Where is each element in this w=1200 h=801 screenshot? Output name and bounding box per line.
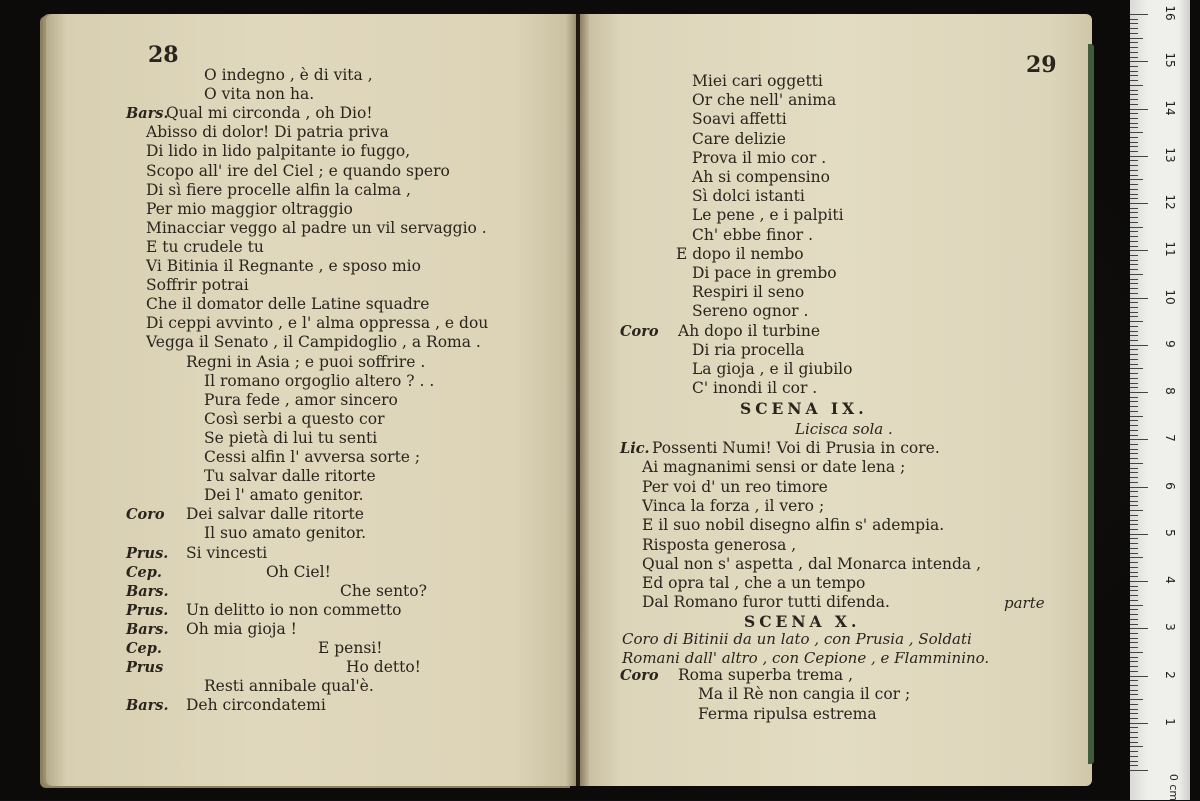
ruler-tick [1130, 345, 1148, 346]
ruler-tick [1130, 387, 1138, 388]
verse-line: Qual non s' aspetta , dal Monarca intenda , [642, 554, 982, 573]
ruler-tick [1130, 113, 1138, 114]
page-number-right: 29 [1026, 52, 1057, 78]
verse-line: Ed opra tal , che a un tempo [642, 574, 866, 593]
verse-line: Così serbi a questo cor [204, 409, 385, 428]
verse-line: Si vincesti [186, 543, 268, 562]
ruler-tick [1130, 666, 1138, 667]
ruler-tick [1130, 255, 1138, 256]
ruler-tick [1130, 269, 1138, 270]
ruler-tick [1130, 595, 1138, 596]
verse-line: Roma superba trema , [678, 666, 854, 684]
verse-line: Di ceppi avvinto , e l' alma oppressa , e dou [146, 314, 489, 333]
verse-line: Oh mia gioja ! [186, 619, 297, 638]
ruler-number: 6 [1163, 481, 1177, 490]
verse-line: Care delizie [692, 129, 786, 148]
ruler-tick [1130, 246, 1138, 247]
verse-line: Vi Bitinia il Regnante , e sposo mio [146, 257, 421, 275]
ruler-tick [1130, 420, 1138, 421]
ruler-tick [1130, 298, 1148, 299]
ruler-tick [1130, 458, 1138, 459]
ruler-tick [1130, 727, 1138, 728]
ruler-tick [1130, 614, 1138, 615]
verse-line: Di lido in lido palpitante io fuggo, [146, 142, 411, 161]
ruler-tick [1130, 123, 1138, 124]
ruler-tick [1130, 71, 1138, 72]
speaker-label: Lic. [620, 440, 650, 457]
right-page [580, 14, 1092, 786]
ruler-tick [1130, 307, 1138, 308]
ruler-tick [1130, 590, 1138, 591]
ruler-tick [1130, 368, 1143, 369]
ruler-number: 8 [1163, 387, 1177, 395]
ruler-tick [1130, 477, 1138, 478]
speaker-label: Coro [126, 506, 165, 524]
ruler-tick [1130, 468, 1138, 469]
ruler-tick [1130, 652, 1143, 653]
ruler-tick [1130, 699, 1143, 700]
ruler-tick [1130, 690, 1138, 691]
ruler-tick [1130, 61, 1148, 62]
ruler-tick [1130, 401, 1138, 402]
page-number-left: 28 [148, 42, 179, 68]
verse-line: Soffrir potrai [146, 276, 249, 295]
ruler-tick [1130, 349, 1138, 350]
ruler-tick [1130, 331, 1138, 332]
ruler-tick [1130, 557, 1143, 558]
verse-line: Per voi d' un reo timore [642, 477, 828, 496]
verse-line: Ho detto! [346, 658, 421, 677]
scene-x-heading: SCENA X. [744, 612, 861, 631]
ruler-tick [1130, 85, 1143, 86]
verse-line: Regni in Asia ; e puoi soffrire . [186, 352, 426, 371]
verse-line: Possenti Numi! Voi di Prusia in core. [652, 439, 940, 457]
verse-line: Ah si compensino [692, 168, 830, 186]
ruler-tick [1130, 723, 1148, 724]
ruler-tick [1130, 66, 1138, 67]
ruler-tick [1130, 756, 1138, 757]
verse-line: E pensi! [318, 639, 383, 657]
verse-line: Miei cari oggetti [692, 72, 823, 90]
verse-line: Minacciar veggo al padre un vil servaggio . [146, 218, 487, 237]
verse-line: Soavi affetti [692, 110, 787, 129]
ruler-tick [1130, 661, 1138, 662]
verse-line: Ch' ebbe finor . [692, 225, 814, 244]
scene-x-rubric-line-1: Coro di Bitinii da un lato , con Prusia , Soldati [622, 630, 972, 648]
ruler-tick [1130, 538, 1138, 539]
ruler-tick [1130, 383, 1138, 384]
ruler-tick [1130, 680, 1138, 681]
ruler-tick [1130, 184, 1138, 185]
speaker-label: Cep. [126, 563, 162, 581]
verse-line: Cessi alfin l' avversa sorte ; [204, 448, 421, 466]
verse-line: O vita non ha. [204, 85, 315, 104]
ruler-tick [1130, 515, 1138, 516]
ruler-tick [1130, 746, 1143, 747]
scene-ix-rubric: Licisca sola . [795, 420, 893, 438]
ruler-tick [1130, 657, 1138, 658]
verse-line: Di ria procella [692, 340, 805, 359]
ruler-tick [1130, 453, 1138, 454]
ruler-tick [1130, 104, 1138, 105]
ruler-number: 9 [1163, 339, 1177, 348]
ruler-tick [1130, 732, 1138, 733]
ruler-tick [1130, 449, 1138, 450]
ruler-tick [1130, 676, 1148, 677]
ruler-tick [1130, 770, 1148, 771]
verse-line: O indegno , è di vita , [204, 66, 373, 84]
ruler-tick [1130, 463, 1143, 464]
ruler-tick [1130, 548, 1138, 549]
verse-line: Abisso di dolor! Di patria priva [146, 123, 389, 142]
speaker-label: Bars. [126, 620, 169, 638]
ruler-tick [1130, 364, 1138, 365]
verse-line: Di pace in grembo [692, 264, 837, 282]
ruler-tick [1130, 581, 1148, 582]
speaker-label: Coro [620, 322, 659, 340]
ruler-unit-label: 0 cm [1167, 773, 1181, 801]
ruler-tick [1130, 90, 1138, 91]
ruler-tick [1130, 326, 1138, 327]
scene-ix-heading: SCENA IX. [740, 399, 868, 418]
ruler-tick [1130, 288, 1138, 289]
ruler-tick [1130, 496, 1138, 497]
speaker-label: Prus. [126, 601, 169, 619]
verse-line: La gioja , e il giubilo [692, 360, 853, 378]
speaker-label: Bars. [126, 582, 169, 600]
ruler-tick [1130, 642, 1138, 643]
ruler-tick [1130, 227, 1143, 228]
ruler-tick [1130, 175, 1138, 176]
ruler-tick [1130, 751, 1138, 752]
ruler-number: 10 [1163, 288, 1177, 305]
ruler-tick [1130, 619, 1138, 620]
ruler-tick [1130, 274, 1143, 275]
ruler-tick [1130, 553, 1138, 554]
verse-line: Scopo all' ire del Ciel ; e quando spero [146, 161, 450, 180]
ruler-tick [1130, 212, 1138, 213]
ruler-tick [1130, 397, 1138, 398]
verse-line: Di sì fiere procelle alfin la calma , [146, 180, 411, 199]
ruler-tick [1130, 118, 1138, 119]
verse-line: Il suo amato genitor. [204, 524, 367, 543]
ruler-tick [1130, 439, 1148, 440]
speaker-label: Bars. [126, 105, 169, 123]
ruler-number: 16 [1163, 5, 1177, 21]
ruler-tick [1130, 359, 1138, 360]
ruler-tick [1130, 38, 1143, 39]
verse-line: Le pene , e i palpiti [692, 206, 844, 225]
ruler-tick [1130, 482, 1138, 483]
ruler-number: 4 [1163, 576, 1177, 584]
ruler-tick [1130, 411, 1138, 412]
ruler-tick [1130, 52, 1138, 53]
verse-line: Che sento? [340, 581, 427, 600]
ruler-tick [1130, 236, 1138, 237]
ruler-tick [1130, 231, 1138, 232]
ruler-tick [1130, 572, 1138, 573]
ruler-tick [1130, 165, 1138, 166]
ruler-tick [1130, 586, 1138, 587]
verse-line: Vinca la forza , il vero ; [642, 496, 825, 515]
ruler-tick [1130, 435, 1138, 436]
ruler-tick [1130, 75, 1138, 76]
verse-line: E tu crudele tu [146, 237, 264, 256]
speaker-label: Coro [620, 667, 659, 684]
ruler-tick [1130, 543, 1138, 544]
ruler-number: 3 [1163, 623, 1177, 632]
verse-line: Ma il Rè non cangia il cor ; [698, 685, 911, 704]
verse-line: Vegga il Senato , il Campidoglio , a Roma . [146, 333, 481, 352]
ruler-tick [1130, 562, 1138, 563]
ruler-tick [1130, 524, 1138, 525]
ruler-number: 7 [1163, 434, 1177, 443]
ruler-tick [1130, 146, 1138, 147]
verse-line: Il romano orgoglio altero ? . . [204, 371, 435, 390]
ruler-tick [1130, 208, 1138, 209]
ruler-tick [1130, 761, 1138, 762]
ruler-tick [1130, 250, 1148, 251]
ruler-tick [1130, 160, 1138, 161]
ruler-tick [1130, 416, 1143, 417]
speaker-label: Prus [126, 659, 164, 677]
ruler-tick [1130, 709, 1138, 710]
ruler-tick [1130, 14, 1148, 15]
verse-line: Un delitto io non commetto [186, 600, 402, 619]
ruler-tick [1130, 203, 1148, 204]
left-page [46, 14, 576, 786]
ruler-tick [1130, 283, 1138, 284]
ruler-tick [1130, 109, 1148, 110]
verse-line: Tu salvar dalle ritorte [204, 467, 376, 486]
speaker-label: Cep. [126, 640, 162, 657]
ruler-tick [1130, 132, 1143, 133]
ruler-tick [1130, 487, 1148, 488]
ruler-number: 2 [1163, 670, 1177, 679]
speaker-label: Prus. [126, 544, 169, 562]
ruler-tick [1130, 520, 1138, 521]
ruler-tick [1130, 430, 1138, 431]
verse-line: Ferma ripulsa estrema [698, 704, 877, 723]
ruler-tick [1130, 605, 1143, 606]
ruler-tick [1130, 47, 1138, 48]
verse-line: Ai magnanimi sensi or date lena ; [642, 458, 906, 477]
ruler-tick [1130, 638, 1138, 639]
ruler-tick [1130, 647, 1138, 648]
ruler-tick [1130, 392, 1148, 393]
verse-line: Risposta generosa , [642, 535, 797, 554]
ruler-tick [1130, 628, 1148, 629]
ruler-tick [1130, 406, 1138, 407]
ruler-tick [1130, 713, 1138, 714]
ruler-tick [1130, 378, 1138, 379]
ruler-tick [1130, 222, 1138, 223]
verse-line: Or che nell' anima [692, 91, 837, 110]
verse-line: E dopo il nembo [676, 244, 804, 263]
verse-line: Dal Romano furor tutti difenda. [642, 593, 890, 612]
ruler-tick [1130, 170, 1138, 171]
ruler-tick [1130, 501, 1138, 502]
ruler-tick [1130, 33, 1138, 34]
ruler-tick [1130, 316, 1138, 317]
verse-line: Dei l' amato genitor. [204, 486, 364, 505]
verse-line: Sereno ognor . [692, 302, 809, 321]
ruler-tick [1130, 312, 1138, 313]
ruler-tick [1130, 19, 1138, 20]
ruler-tick [1130, 609, 1138, 610]
ruler-tick [1130, 179, 1143, 180]
verse-line: E il suo nobil disegno alfin s' adempia. [642, 516, 945, 535]
ruler-tick [1130, 567, 1138, 568]
ruler-tick [1130, 156, 1148, 157]
ruler-tick [1130, 633, 1138, 634]
verse-line: Per mio maggior oltraggio [146, 199, 353, 218]
ruler-tick [1130, 335, 1138, 336]
ruler-tick [1130, 737, 1138, 738]
verse-line: Respiri il seno [692, 283, 805, 302]
ruler-tick [1130, 264, 1138, 265]
ruler-tick [1130, 194, 1138, 195]
ruler-number: 12 [1163, 194, 1177, 210]
ruler-number: 1 [1163, 717, 1177, 726]
ruler-tick [1130, 600, 1138, 601]
verse-line: Che il domator delle Latine squadre [146, 295, 430, 314]
ruler-tick [1130, 373, 1138, 374]
ruler-tick [1130, 472, 1138, 473]
ruler-tick [1130, 23, 1138, 24]
verse-line: Oh Ciel! [266, 562, 331, 581]
ruler-tick [1130, 293, 1138, 294]
verse-line: Pura fede , amor sincero [204, 390, 398, 409]
ruler-tick [1130, 671, 1138, 672]
ruler-tick [1130, 302, 1138, 303]
measurement-ruler [1130, 0, 1190, 800]
ruler-tick [1130, 137, 1138, 138]
verse-line: Dei salvar dalle ritorte [186, 505, 364, 524]
cover-edge [1088, 44, 1094, 764]
ruler-tick [1130, 510, 1143, 511]
ruler-tick [1130, 94, 1138, 95]
scene-x-rubric-line-2: Romani dall' altro , con Cepione , e Flamminino. [622, 649, 990, 667]
ruler-tick [1130, 151, 1138, 152]
verse-line: Deh circondatemi [186, 696, 326, 715]
verse-line: Prova il mio cor . [692, 148, 827, 167]
ruler-tick [1130, 28, 1138, 29]
ruler-tick [1130, 279, 1138, 280]
verse-line: Se pietà di lui tu senti [204, 428, 378, 447]
ruler-number: 15 [1163, 52, 1177, 68]
ruler-tick [1130, 694, 1138, 695]
ruler-tick [1130, 340, 1138, 341]
ruler-tick [1130, 354, 1138, 355]
ruler-tick [1130, 534, 1148, 535]
ruler-tick [1130, 444, 1138, 445]
verse-line: Ah dopo il turbine [678, 321, 821, 340]
ruler-tick [1130, 241, 1138, 242]
ruler-tick [1130, 42, 1138, 43]
ruler-tick [1130, 260, 1138, 261]
ruler-tick [1130, 142, 1138, 143]
verse-line: Resti annibale qual'è. [204, 677, 374, 696]
ruler-tick [1130, 742, 1138, 743]
exit-note: parte [1004, 594, 1045, 612]
ruler-number: 13 [1163, 147, 1177, 163]
open-book [46, 14, 1092, 786]
ruler-tick [1130, 624, 1138, 625]
ruler-tick [1130, 491, 1138, 492]
book-gutter [566, 14, 590, 786]
verse-line: Sì dolci istanti [692, 187, 805, 206]
ruler-tick [1130, 704, 1138, 705]
ruler-tick [1130, 189, 1138, 190]
speaker-label: Bars. [126, 697, 169, 715]
verse-line: C' inondi il cor . [692, 379, 818, 398]
ruler-tick [1130, 425, 1138, 426]
ruler-tick [1130, 127, 1138, 128]
ruler-tick [1130, 99, 1138, 100]
ruler-tick [1130, 718, 1138, 719]
ruler-tick [1130, 576, 1138, 577]
ruler-number: 11 [1163, 241, 1177, 257]
ruler-tick [1130, 529, 1138, 530]
ruler-tick [1130, 685, 1138, 686]
ruler-tick [1130, 321, 1143, 322]
ruler-tick [1130, 57, 1138, 58]
ruler-tick [1130, 80, 1138, 81]
ruler-number: 14 [1163, 99, 1177, 116]
verse-line: Qual mi circonda , oh Dio! [166, 104, 373, 123]
ruler-tick [1130, 217, 1138, 218]
ruler-tick [1130, 505, 1138, 506]
ruler-number: 5 [1163, 528, 1177, 537]
ruler-tick [1130, 765, 1138, 766]
ruler-tick [1130, 198, 1138, 199]
